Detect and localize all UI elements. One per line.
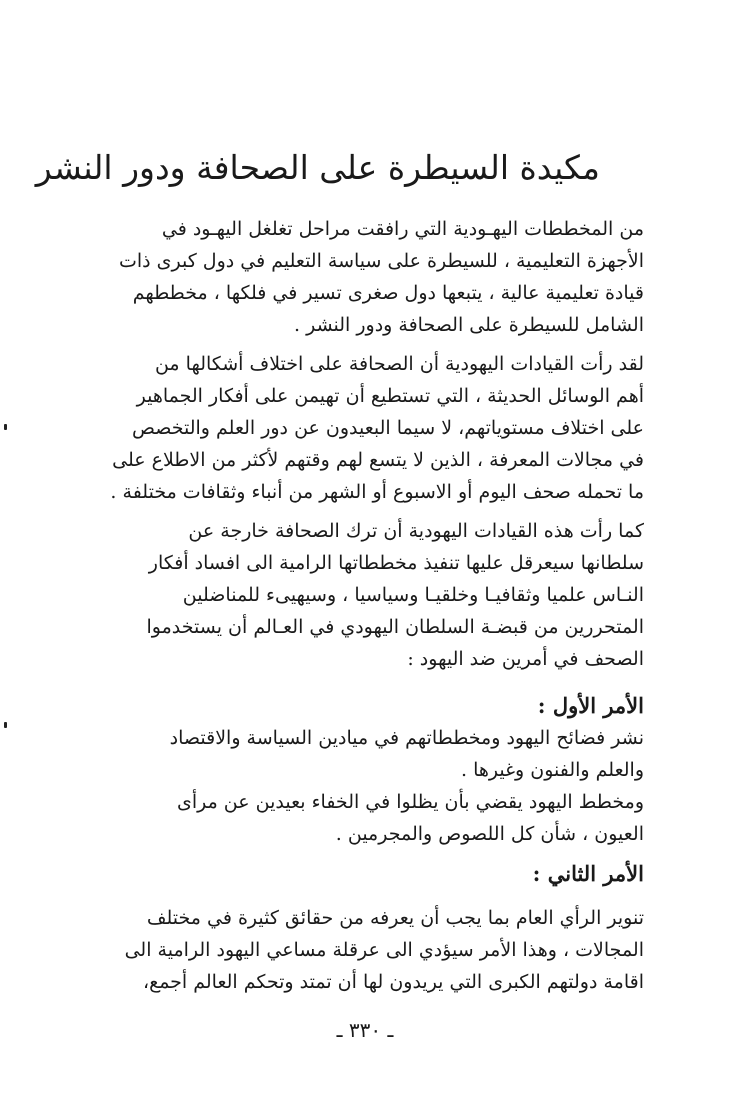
section-heading-first [92, 690, 644, 722]
scan-speck [4, 722, 7, 728]
section-heading-second [92, 858, 644, 890]
chapter-title: مكيدة السيطرة على الصحافة ودور النشر [35, 148, 600, 187]
page-number: ـ ٣٣٠ ـ [336, 1018, 394, 1042]
paragraph-5 [92, 786, 644, 850]
text-line: نشر فضائح اليهود ومخططاتهم في ميادين السياسة والاقتصاد [169, 727, 644, 749]
scan-speck [4, 424, 7, 430]
text-line: سلطانها سيعرقل عليها تنفيذ مخططاتها الرامية الى افساد أفكار [148, 552, 644, 574]
text-line: والعلم والفنون وغيرها . [461, 759, 644, 781]
text-line: من المخططات اليهـودية التي رافقت مراحل تغلغل اليهـود في [161, 218, 644, 240]
text-line: أهم الوسائل الحديثة ، التي تستطيع أن تهيمن على أفكار الجماهير [136, 385, 644, 407]
text-line: كما رأت هذه القيادات اليهودية أن ترك الصحافة خارجة عن [188, 520, 644, 542]
text-line: المتحررين من قبضـة السلطان اليهودي في العـالم أن يستخدموا [146, 616, 644, 638]
text-line: اقامة دولتهم الكبرى التي يريدون لها أن تمتد وتحكم العالم أجمع، [142, 971, 644, 993]
paragraph-1 [92, 213, 644, 341]
text-line: الأجهزة التعليمية ، للسيطرة على سياسة التعليم في دول كبرى ذات [118, 250, 644, 272]
text-line: الشامل للسيطرة على الصحافة ودور النشر . [294, 314, 644, 336]
text-line: العيون ، شأن كل اللصوص والمجرمين . [335, 823, 644, 845]
paragraph-6 [92, 902, 644, 998]
text-line: تنوير الرأي العام بما يجب أن يعرفه من حقائق كثيرة في مختلف [146, 907, 644, 929]
text-line: الصحف في أمرين ضد اليهود : [407, 648, 644, 670]
paragraph-4 [92, 722, 644, 786]
paragraph-2 [92, 348, 644, 508]
paragraph-3 [92, 515, 644, 675]
text-line: على اختلاف مستوياتهم، لا سيما البعيدون عن دور العلم والتخصص [131, 417, 644, 439]
text-line: المجالات ، وهذا الأمر سيؤدي الى عرقلة مساعي اليهود الرامية الى [124, 939, 644, 961]
text-line: قيادة تعليمية عالية ، يتبعها دول صغرى تسير في فلكها ، مخططهم [132, 282, 644, 304]
text-line: في مجالات المعرفة ، الذين لا يتسع لهم وقتهم لأكثر من الاطلاع على [112, 449, 644, 471]
heading-text: الأمر الأول : [537, 693, 644, 718]
text-line: ما تحمله صحف اليوم أو الاسبوع أو الشهر من أنباء وثقافات مختلفة . [110, 481, 644, 503]
heading-text: الأمر الثاني : [532, 861, 644, 886]
text-line: لقد رأت القيادات اليهودية أن الصحافة على اختلاف أشكالها من [154, 353, 644, 375]
text-line: النـاس علميا وثقافيـا وخلقيـا وسياسيا ، وسيهيىء للمناضلين [182, 584, 644, 606]
text-line: ومخطط اليهود يقضي بأن يظلوا في الخفاء بعيدين عن مرأى [176, 791, 644, 813]
